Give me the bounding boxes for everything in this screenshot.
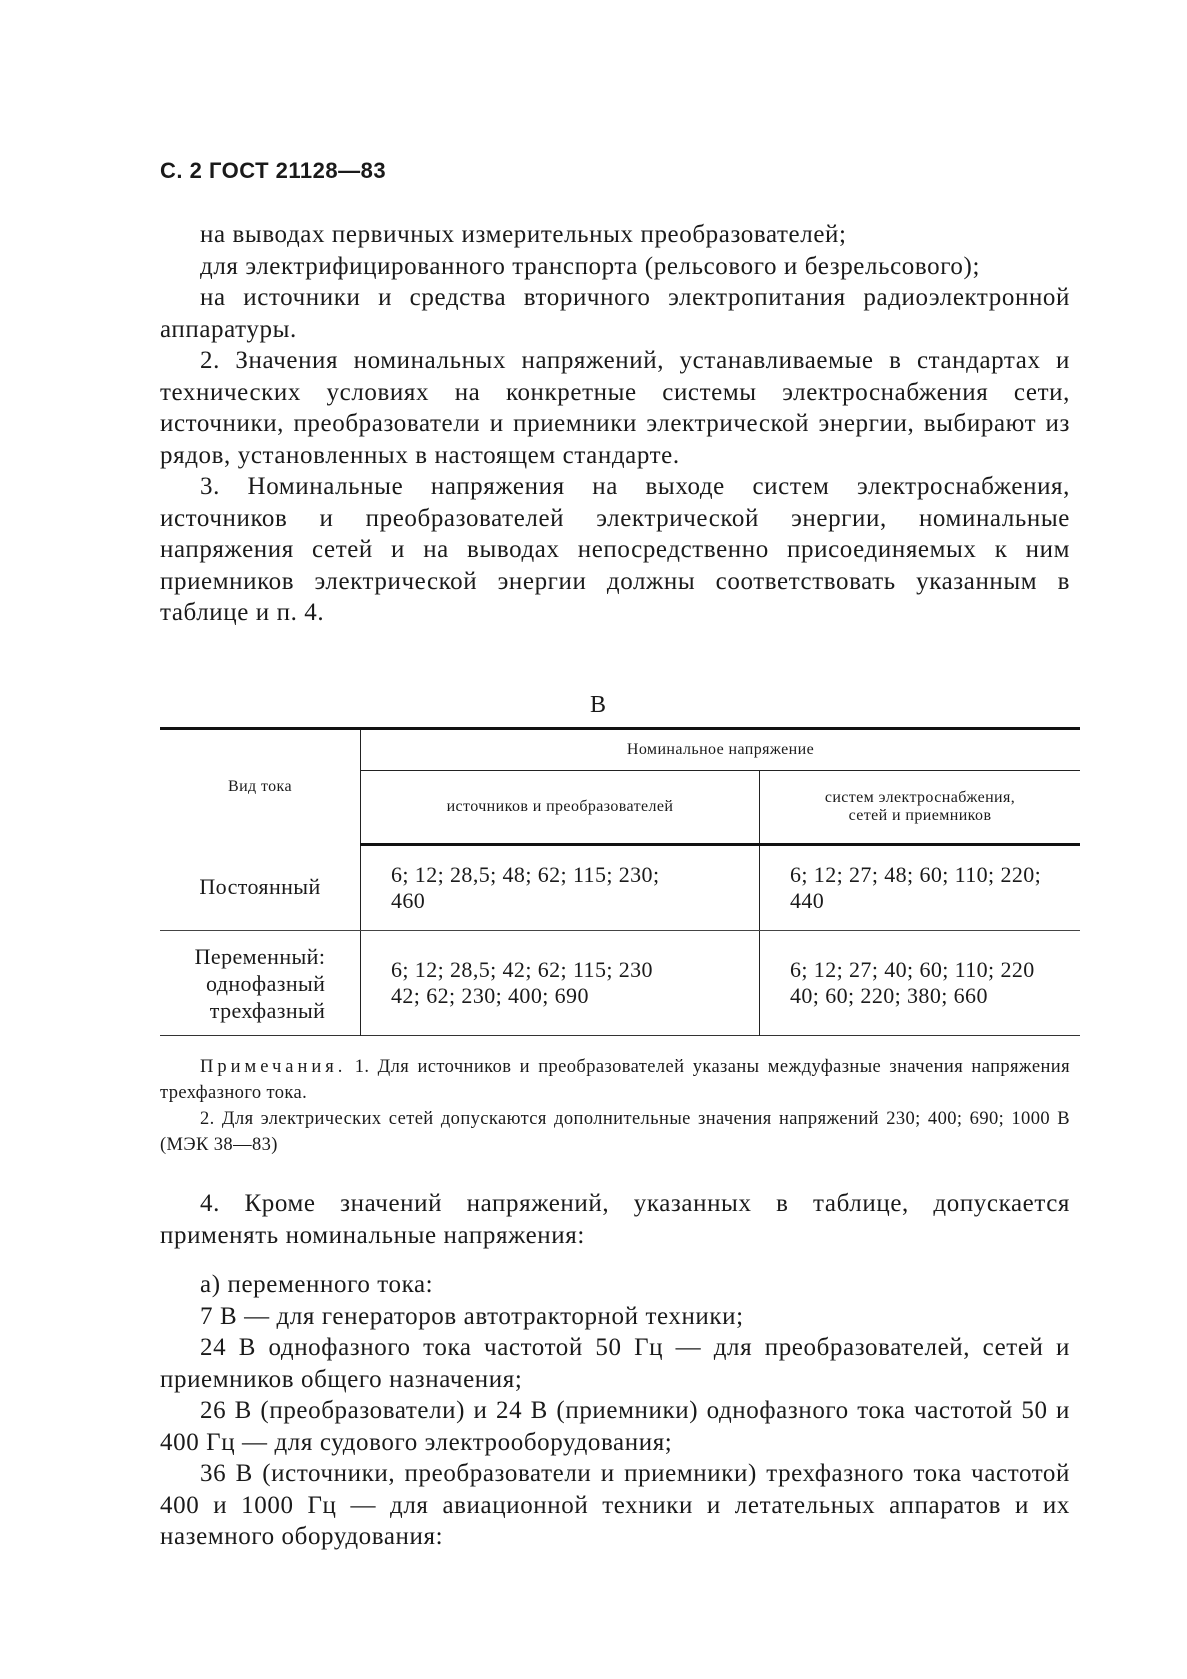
table-row bbox=[160, 845, 1080, 931]
paragraph-clause-2: 2. Значения номинальных напряжений, устанавливаемые в стандартах и технических условиях на конкретные системы электроснабжения сети, источники, преобразователи и приемники электрической энергии, выбирают из рядов, установленных в настоящем стандарте. bbox=[160, 347, 1070, 469]
bottom-text-block bbox=[160, 1188, 1070, 1553]
paragraph-electric-transport: для электрифицированного транспорта (рельсового и безрельсового); bbox=[200, 252, 981, 280]
paragraph-24v: 24 В однофазного тока частотой 50 Гц — для преобразователей, сетей и приемников общего назначения; bbox=[160, 1334, 1070, 1393]
header-current-kind: Вид тока bbox=[228, 778, 292, 796]
cell-kind-ac bbox=[160, 931, 361, 1036]
paragraph-clause-4: 4. Кроме значений напряжений, указанных в таблице, допускается применять номинальные напряжения: bbox=[160, 1190, 1070, 1249]
header-supply-systems bbox=[760, 771, 1081, 845]
paragraph-26v: 26 В (преобразователи) и 24 В (приемники) однофазного тока частотой 50 и 400 Гц — для судового электрооборудования; bbox=[160, 1397, 1070, 1456]
paragraph-primary-converters: на выводах первичных измерительных преобразователей; bbox=[200, 221, 847, 248]
ac-systems-line2: 40; 60; 220; 380; 660 bbox=[790, 983, 988, 1008]
ac-label: Переменный: bbox=[194, 943, 326, 969]
cell-kind-dc: Постоянный bbox=[160, 845, 361, 931]
note-1-text: 1. Для источников и преобразователей указаны междуфазные значения напряжения трехфазного тока. bbox=[160, 1057, 1070, 1103]
cell-dc-sources bbox=[361, 845, 760, 931]
notes-label: Примечания. bbox=[200, 1057, 347, 1077]
table-row bbox=[160, 931, 1080, 1036]
table-unit-label: В bbox=[590, 692, 607, 718]
ac-single-phase-label: однофазный bbox=[205, 970, 326, 996]
header-supply-systems-line2: сетей и приемников bbox=[848, 807, 992, 824]
page-header: С. 2 ГОСТ 21128—83 bbox=[160, 158, 387, 183]
paragraph-clause-3: 3. Номинальные напряжения на выходе систем электроснабжения, источников и преобразователей электрической энергии, номинальные напряжения сетей и на выводах непосредственно присоединяемых к ним приемников электрической энергии должны соответствовать указанным в таблице и п. 4. bbox=[160, 473, 1070, 626]
note-2: 2. Для электрических сетей допускаются дополнительные значения напряжений 230; 400; 690; 1000 В (МЭК 38—83) bbox=[160, 1109, 1070, 1155]
dc-systems-line2: 440 bbox=[790, 888, 825, 913]
note-1 bbox=[160, 1054, 1070, 1106]
ac-sources-line1: 6; 12; 28,5; 42; 62; 115; 230 bbox=[391, 957, 653, 982]
header-supply-systems-line1: систем электроснабжения, bbox=[824, 789, 1016, 806]
ac-three-phase-label: трехфазный bbox=[209, 997, 326, 1023]
paragraph-ac-intro: а) переменного тока: bbox=[200, 1271, 434, 1298]
header-sources-converters: источников и преобразователей bbox=[361, 771, 760, 845]
paragraph-36v: 36 В (источники, преобразователи и приемники) трехфазного тока частотой 400 и 1000 Гц — для авиационной техники и летательных аппаратов и их наземного оборудования: bbox=[160, 1460, 1070, 1550]
header-nominal-voltage: Номинальное напряжение bbox=[361, 729, 1081, 771]
cell-ac-systems bbox=[760, 931, 1081, 1036]
cell-ac-sources bbox=[361, 931, 760, 1036]
dc-sources-line2: 460 bbox=[391, 888, 426, 913]
dc-systems-line1: 6; 12; 27; 48; 60; 110; 220; bbox=[790, 862, 1042, 887]
paragraph-secondary-power: на источники и средства вторичного электропитания радиоэлектронной аппаратуры. bbox=[160, 284, 1070, 343]
ac-systems-line1: 6; 12; 27; 40; 60; 110; 220 bbox=[790, 957, 1035, 982]
paragraph-7v: 7 В — для генераторов автотракторной техники; bbox=[200, 1302, 744, 1330]
voltage-table bbox=[160, 727, 1080, 1036]
top-text-block bbox=[160, 219, 1070, 629]
ac-sources-line2: 42; 62; 230; 400; 690 bbox=[391, 983, 589, 1008]
dc-sources-line1: 6; 12; 28,5; 48; 62; 115; 230; bbox=[391, 862, 660, 887]
table-notes bbox=[160, 1054, 1070, 1158]
cell-dc-systems bbox=[760, 845, 1081, 931]
